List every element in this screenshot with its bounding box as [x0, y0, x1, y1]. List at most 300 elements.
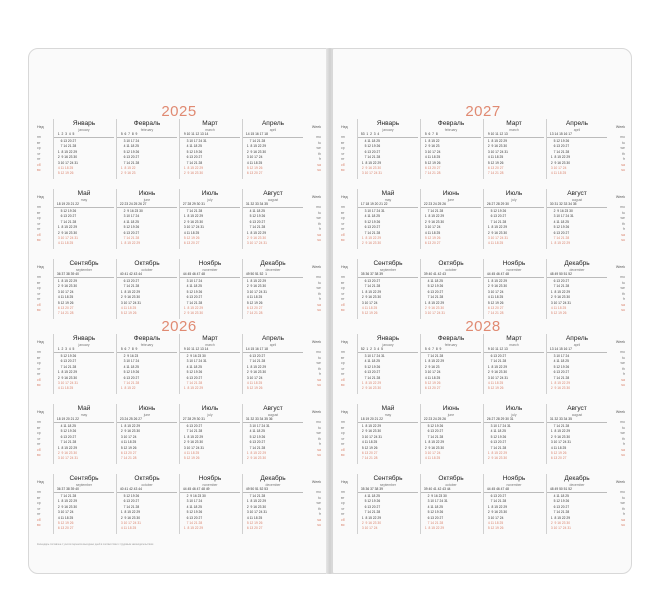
day-row: 7 14 21 28	[423, 520, 446, 525]
weekday-label: вс	[341, 523, 345, 527]
month-august	[546, 189, 607, 249]
day-row: 3 10 17 24	[549, 165, 570, 170]
day-row: 7 14 21 28	[549, 424, 570, 428]
day-row: 1 8 15 22 29	[56, 499, 78, 504]
day-row: 6 13 20 27	[245, 305, 266, 310]
weekday-label: пн	[37, 420, 41, 424]
day-row: 1 8 15 22 29	[360, 380, 384, 385]
day-grid	[547, 424, 607, 462]
month-name: Июль	[505, 190, 523, 197]
day-row: 4 11 18 25	[119, 526, 139, 531]
weekday-column-en	[611, 334, 625, 394]
year-block-3	[341, 103, 625, 329]
weekday-column	[37, 404, 51, 464]
weekday-label: пн	[37, 350, 41, 354]
weekday-label-en: th	[318, 291, 321, 296]
day-grid	[421, 354, 481, 392]
weekday-label: сб	[341, 162, 345, 167]
day-row: 7 14 21 28	[245, 139, 266, 143]
day-row: 3 10 17 24	[423, 370, 444, 375]
weekday-label-en: th	[622, 291, 625, 296]
day-row: 6 13 20 27	[549, 144, 570, 149]
day-row: 7 14 21 28	[56, 219, 77, 224]
day-row: 5 12 19 26	[245, 434, 268, 439]
month-name-en: january	[78, 343, 90, 347]
weekday-label-en: mo	[620, 490, 625, 494]
month-february	[116, 334, 177, 394]
day-row: 6 13 20 27	[486, 354, 507, 358]
day-row: 7 14 21 28	[486, 171, 507, 176]
weekday-label: пт	[341, 442, 345, 446]
day-row: 7 14 21 28	[119, 380, 140, 385]
month-february	[420, 334, 481, 394]
day-row: 6 13 20 27	[486, 305, 507, 310]
day-row: 2 9 16 23	[423, 364, 443, 369]
month-march	[179, 334, 240, 394]
day-row: 7 14 21 28	[119, 235, 142, 240]
day-row: 5 12 19 26	[423, 380, 444, 385]
year-title: 2027	[465, 103, 501, 120]
calendar-row	[37, 334, 321, 394]
day-row: 4 11 18 25	[549, 359, 569, 364]
weekday-label: ср	[37, 431, 41, 435]
day-grid	[547, 494, 607, 532]
weekday-label: пн	[37, 135, 41, 139]
week-numbers: 27 28 29 30 31	[180, 417, 240, 423]
month-name-en: july	[207, 198, 213, 202]
month-name-en: november	[506, 268, 522, 272]
weekday-label: чт	[341, 366, 345, 371]
week-numbers: 49 50 51 52 53	[243, 487, 303, 493]
weekday-label-en: su	[621, 453, 625, 457]
weekday-column	[341, 404, 355, 464]
day-row: 7 14 21 28	[182, 429, 203, 434]
weekday-label-en: tu	[318, 140, 321, 145]
month-name: Сентябрь	[373, 475, 403, 482]
year-block-4	[341, 318, 625, 544]
month-name: Ноябрь	[502, 475, 526, 482]
weekday-label: пн	[341, 205, 345, 209]
footnote: Календарь составлен с учетом переноса выходных дней в соответствии с трудовым законодательством	[37, 543, 154, 546]
day-row: 1 8 15 22 29	[486, 364, 508, 369]
week-header: Нед	[341, 410, 348, 414]
month-may	[357, 189, 418, 249]
week-header: Нед	[37, 410, 44, 414]
day-row: 1 8 15 22 29	[360, 289, 382, 294]
month-november	[483, 474, 544, 534]
day-row: 2 9 16 23 30	[119, 295, 141, 300]
day-row: 4 11 18 25	[486, 295, 506, 300]
day-row: 2 9 16 23 30	[549, 209, 573, 213]
day-row: 3 10 17 24	[549, 354, 570, 358]
day-row: 7 14 21 28	[182, 160, 205, 165]
day-row: 3 10 17 24 31	[549, 300, 571, 305]
day-row: 3 10 17 24 31	[486, 149, 508, 154]
weekday-label: ср	[341, 146, 345, 150]
weekday-label: сб	[341, 517, 345, 522]
weekday-label-en: sa	[621, 377, 625, 382]
month-name-en: february	[444, 343, 458, 347]
weekday-label: пн	[341, 350, 345, 354]
weekday-label: ср	[37, 361, 41, 365]
month-name-en: october	[141, 483, 153, 487]
day-grid	[358, 424, 418, 462]
right-page	[332, 48, 632, 574]
day-row: 6 13 20 27	[245, 354, 266, 358]
day-row: 3 10 17 24	[245, 155, 266, 160]
day-grid	[54, 209, 114, 247]
weekday-label-en: sa	[621, 162, 625, 167]
weekday-label: пн	[341, 420, 345, 424]
weekday-label: вс	[37, 453, 41, 457]
day-row: 6 13 20 27	[119, 450, 140, 455]
weekday-column-en	[611, 474, 625, 534]
day-row: 2 9 16 23 30	[486, 284, 508, 289]
day-row: 3 10 17 24 31	[360, 171, 382, 176]
week-numbers: 40 41 42 43 44	[117, 272, 177, 278]
day-grid	[547, 139, 607, 177]
week-numbers: 5 6 7 8 9	[117, 132, 177, 138]
day-row: 5 12 19 26	[56, 429, 77, 434]
week-numbers: 22 23 24 25 26	[421, 202, 481, 208]
month-name-en: april	[573, 343, 581, 347]
day-row: 7 14 21 28	[360, 456, 381, 461]
day-row: 3 10 17 24	[360, 526, 381, 531]
day-row: 7 14 21 28	[119, 284, 140, 289]
month-october	[420, 474, 481, 534]
day-grid	[243, 139, 303, 177]
day-row: 7 14 21 28	[245, 359, 266, 364]
month-may	[53, 404, 114, 464]
month-name: Декабрь	[260, 260, 286, 267]
month-june	[116, 404, 177, 464]
month-name: Август	[567, 405, 587, 412]
day-grid	[243, 354, 303, 392]
day-row: 6 13 20 27	[423, 241, 444, 246]
day-grid	[421, 209, 481, 247]
day-row: 4 11 18 25	[56, 386, 76, 391]
day-row: 7 14 21 28	[119, 504, 140, 509]
day-row: 1 8 15 22 29	[119, 241, 143, 246]
weekday-label: вт	[37, 280, 41, 285]
week-header: Нед	[37, 340, 44, 344]
day-grid	[547, 354, 607, 392]
day-row: 2 9 16 23 30	[486, 456, 510, 461]
month-name-en: march	[205, 128, 215, 132]
weekday-column-en	[307, 189, 321, 249]
month-name-en: january	[382, 343, 394, 347]
week-numbers: 26 27 28 29 30	[484, 202, 544, 208]
day-row: 1 8 15 22 29	[119, 424, 141, 428]
day-row: 1 8 15 22 29	[549, 289, 571, 294]
weekday-column	[341, 259, 355, 319]
weekday-label: сб	[37, 302, 41, 307]
day-row: 4 11 18 25	[360, 305, 380, 310]
day-row: 6 13 20 27	[119, 155, 140, 160]
month-name-en: september	[75, 483, 93, 487]
day-row: 5 12 19 26	[549, 364, 570, 369]
day-row: 5 12 19 26	[182, 289, 203, 294]
month-name: Июнь	[138, 405, 156, 412]
weekday-label-en: we	[316, 146, 321, 150]
day-row: 3 10 17 24	[423, 450, 444, 455]
day-row: 4 11 18 25	[182, 450, 202, 455]
month-name-en: may	[384, 198, 392, 202]
calendar-row	[341, 404, 625, 464]
week-numbers: 9 10 11 12 13 14	[180, 347, 240, 353]
day-grid	[484, 354, 544, 392]
weekday-label: пн	[341, 275, 345, 279]
weekday-label-en: tu	[622, 425, 625, 430]
weekday-label-en: tu	[318, 495, 321, 500]
day-grid	[358, 139, 418, 177]
day-row: 2 9 16 23 30	[486, 510, 508, 515]
month-may	[357, 404, 418, 464]
day-row: 7 14 21 28	[56, 311, 77, 316]
weekday-label-en: we	[316, 501, 321, 505]
week-header: Нед	[341, 340, 348, 344]
day-row: 6 13 20 27	[486, 165, 507, 170]
day-grid	[358, 279, 418, 317]
month-name-en: march	[509, 343, 519, 347]
day-row: 1 8 15 22 29	[245, 499, 267, 504]
weekday-label: вс	[341, 383, 345, 387]
month-september	[53, 474, 114, 534]
month-october	[116, 259, 177, 319]
day-row: 3 10 17 24 31	[182, 225, 204, 230]
month-september	[53, 259, 114, 319]
weekday-label-en: sa	[317, 517, 321, 522]
day-row: 5 12 19 26	[360, 364, 383, 369]
weekday-column	[341, 334, 355, 394]
month-february	[420, 119, 481, 179]
day-row: 1 8 15 22 29	[423, 359, 445, 364]
weekday-label: чт	[341, 436, 345, 441]
day-row: 5 12 19 26	[423, 160, 441, 165]
year-block-1	[37, 103, 321, 329]
weekday-label: вт	[341, 425, 345, 430]
day-row: 3 10 17 24 31	[360, 434, 382, 439]
weekday-label: ср	[37, 286, 41, 290]
weekday-label: сб	[341, 302, 345, 307]
day-row: 7 14 21 28	[486, 311, 507, 316]
day-row: 3 10 17 24	[423, 149, 441, 154]
day-row: 6 13 20 27	[360, 370, 383, 375]
month-name: Октябрь	[438, 475, 464, 482]
day-row: 7 14 21 28	[549, 510, 570, 515]
weekday-label-en: fr	[318, 442, 321, 446]
day-row: 1 8 15 22 29	[182, 165, 206, 170]
month-april	[546, 334, 607, 394]
day-row: 5 12 19 26	[119, 494, 140, 498]
weekday-label-en: sa	[621, 302, 625, 307]
week-numbers: 1 2 3 4 5	[54, 132, 114, 138]
month-october	[420, 259, 481, 319]
weekday-label-en: mo	[620, 205, 625, 209]
weekday-label-en: mo	[620, 275, 625, 279]
day-row: 7 14 21 28	[360, 230, 383, 235]
weekday-label: чт	[37, 151, 41, 156]
weekday-label-en: sa	[317, 302, 321, 307]
day-row: 1 8 15 22 29	[360, 235, 384, 240]
week-numbers: 14 15 16 17 18	[243, 347, 303, 353]
calendar-row	[341, 474, 625, 534]
weekday-label: сб	[341, 232, 345, 237]
month-name: Март	[202, 335, 218, 342]
day-row: 2 9 16 23 30	[56, 504, 78, 509]
week-header-en: Week	[615, 195, 625, 199]
weekday-label-en: su	[621, 383, 625, 387]
month-november	[179, 259, 240, 319]
day-row: 4 11 18 25	[119, 144, 139, 149]
weekday-label-en: fr	[318, 157, 321, 161]
month-name-en: january	[382, 128, 394, 132]
calendar-row	[37, 189, 321, 249]
day-row: 3 10 17 24 31	[119, 300, 141, 305]
day-row: 2 9 16 23 30	[423, 445, 445, 450]
week-header-en: Week	[615, 125, 625, 129]
day-row: 2 9 16 23 30	[56, 230, 78, 235]
day-row: 3 10 17 24 31	[423, 499, 448, 504]
calendar-row	[341, 119, 625, 179]
calendar-row	[37, 474, 321, 534]
month-name-en: february	[140, 343, 154, 347]
day-grid	[180, 279, 240, 317]
month-july	[179, 404, 240, 464]
month-name: Март	[506, 120, 522, 127]
day-row: 5 12 19 26	[56, 209, 77, 213]
day-row: 7 14 21 28	[245, 225, 266, 230]
day-grid	[421, 139, 481, 177]
month-name: Сентябрь	[373, 260, 403, 267]
weekday-label: сб	[37, 377, 41, 382]
day-grid	[358, 494, 418, 532]
week-numbers: 36 37 38 39 40	[54, 272, 114, 278]
weekday-label: вс	[37, 168, 41, 172]
day-row: 2 9 16 23	[423, 144, 440, 149]
day-row: 6 13 20 27	[423, 515, 446, 520]
weekday-label-en: tu	[318, 355, 321, 360]
week-numbers: 44 45 46 47 48	[484, 487, 544, 493]
weekday-label: вс	[37, 383, 41, 387]
month-december	[546, 259, 607, 319]
weekday-label-en: th	[318, 366, 321, 371]
day-row: 6 13 20 27	[119, 279, 140, 283]
month-name: Октябрь	[438, 260, 464, 267]
day-row: 2 9 16 23 30	[119, 515, 141, 520]
weekday-label: вт	[37, 425, 41, 430]
day-grid	[421, 279, 481, 317]
day-row: 6 13 20 27	[245, 171, 266, 176]
day-grid	[484, 139, 544, 177]
week-header-en: Week	[311, 195, 321, 199]
day-row: 4 11 18 25	[486, 429, 509, 434]
week-numbers: 44 45 46 47 48 49	[180, 487, 240, 493]
day-row: 7 14 21 28	[245, 311, 266, 316]
weekday-label-en: th	[318, 151, 321, 156]
month-name: Декабрь	[260, 475, 286, 482]
month-november	[179, 474, 240, 534]
day-grid	[358, 354, 418, 392]
day-row: 3 10 17 24 31	[182, 359, 207, 364]
weekday-label-en: tu	[622, 495, 625, 500]
weekday-label-en: sa	[317, 162, 321, 167]
day-grid	[547, 209, 607, 247]
day-row: 4 11 18 25	[245, 429, 268, 434]
day-row: 2 9 16 23 30	[360, 520, 382, 525]
weekday-label: пт	[37, 227, 41, 231]
weekday-label-en: su	[621, 308, 625, 312]
month-name-en: february	[140, 128, 154, 132]
day-row: 7 14 21 28	[549, 284, 570, 289]
day-grid	[54, 279, 114, 317]
month-name: Июль	[201, 190, 219, 197]
day-row: 6 13 20 27	[245, 526, 266, 531]
day-row: 2 9 16 23 30	[549, 160, 571, 165]
weekday-column-en	[307, 119, 321, 179]
day-row: 6 13 20 27	[182, 295, 203, 300]
weekday-label-en: tu	[622, 280, 625, 285]
day-row: 3 10 17 24 31	[360, 354, 385, 358]
day-row: 3 10 17 24	[245, 375, 266, 380]
day-row: 7 14 21 28	[360, 375, 383, 380]
weekday-column	[37, 119, 51, 179]
month-october	[116, 474, 177, 534]
day-row: 5 12 19 26	[360, 445, 381, 450]
day-row: 6 13 20 27	[182, 375, 205, 380]
month-name: Август	[263, 190, 283, 197]
week-numbers: 18 19 20 21 22	[54, 417, 114, 423]
day-row: 4 11 18 25	[245, 380, 265, 385]
weekday-label-en: th	[622, 436, 625, 441]
month-name-en: june	[447, 413, 455, 417]
weekday-label-en: fr	[622, 297, 625, 301]
weekday-label: пн	[37, 490, 41, 494]
month-name: Октябрь	[134, 260, 160, 267]
day-row: 6 13 20 27	[549, 230, 572, 235]
day-grid	[421, 494, 481, 532]
week-header-en: Week	[311, 480, 321, 484]
day-row: 3 10 17 24 31	[423, 311, 445, 316]
day-row: 1 8 15 22 29	[360, 424, 382, 428]
weekday-label-en: th	[318, 506, 321, 511]
weekday-label: чт	[37, 436, 41, 441]
weekday-label: ср	[37, 501, 41, 505]
weekday-label: ср	[37, 146, 41, 150]
weekday-label: вт	[341, 210, 345, 215]
day-row: 1 8 15 22 29	[423, 440, 445, 445]
day-row: 3 10 17 24 31	[56, 235, 78, 240]
day-row: 3 10 17 24	[360, 300, 381, 305]
day-row: 7 14 21 28	[486, 219, 507, 224]
day-row: 3 10 17 24	[182, 279, 203, 283]
weekday-label-en: we	[316, 431, 321, 435]
week-numbers: 5 6 7 8 9	[117, 347, 177, 353]
weekday-label-en: th	[318, 221, 321, 226]
month-name-en: january	[78, 128, 90, 132]
month-name-en: november	[202, 483, 218, 487]
weekday-label: вт	[341, 280, 345, 285]
weekday-label: вс	[37, 238, 41, 242]
day-row: 4 11 18 25	[182, 144, 205, 149]
day-row: 3 10 17 24	[119, 214, 142, 219]
month-january	[53, 119, 114, 179]
day-row: 2 9 16 23 30	[245, 235, 267, 240]
weekday-label-en: su	[317, 238, 321, 242]
weekday-column	[341, 474, 355, 534]
month-name-en: december	[265, 483, 281, 487]
day-row: 4 11 18 25	[182, 504, 205, 509]
